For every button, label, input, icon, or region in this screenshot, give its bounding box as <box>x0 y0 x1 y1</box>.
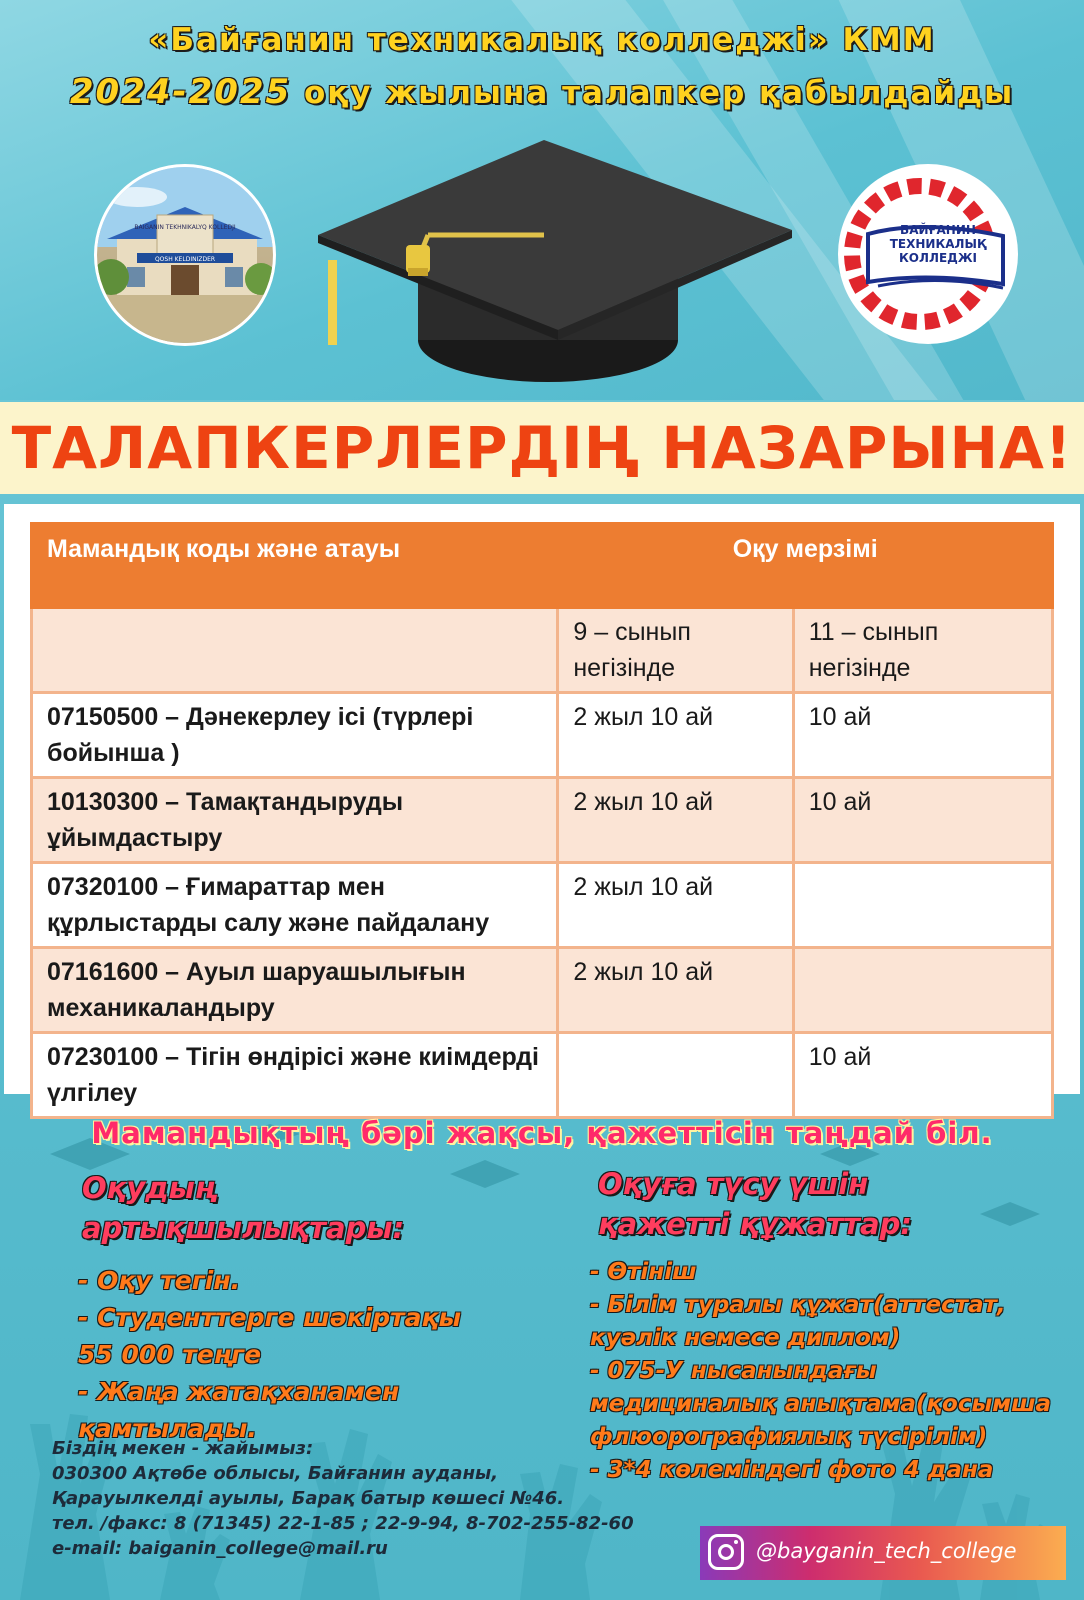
duration-grade9: 2 жыл 10 ай <box>558 778 793 863</box>
instagram-icon <box>708 1534 744 1570</box>
document-item: - 075-У нысанындағы медициналық анықтама(қосымша флюорографиялық түсірілім) <box>590 1358 1052 1450</box>
column-subheader-grade9: 9 – сынып негізінде <box>558 608 793 693</box>
table-cell <box>32 608 558 693</box>
contact-address <box>52 1436 692 1561</box>
advantages-title-line2: артықшылықтары: <box>82 1211 405 1245</box>
documents-title-line1: Оқуға түсу үшін <box>598 1167 869 1201</box>
duration-grade11: 10 ай <box>793 693 1052 778</box>
logo-line2: ТЕХНИКАЛЫҚ <box>889 237 987 251</box>
building-sign-text: QOSH KELDINIZDER <box>154 256 216 263</box>
gear-book-logo-icon <box>838 164 1018 344</box>
specialty-name: 07150500 – Дәнекерлеу ісі (түрлері бойынша ) <box>32 693 558 778</box>
advantages-title <box>82 1168 404 1248</box>
documents-title <box>598 1164 912 1244</box>
column-subheader-grade11: 11 – сынып негізінде <box>793 608 1052 693</box>
table-header-row <box>32 524 1053 608</box>
address-line: Қарауылкелді ауылы, Барақ батыр көшесі №46. <box>52 1488 565 1509</box>
advantages-list <box>78 1262 498 1447</box>
logo-line3: КОЛЛЕДЖІ <box>899 251 977 265</box>
specialties-table <box>30 522 1054 1119</box>
building-name-text: BAIGANIN TEKHNIKALYQ KOLLEDJI <box>134 224 236 231</box>
admission-title <box>0 72 1084 112</box>
table-row <box>32 948 1053 1033</box>
attention-banner <box>0 402 1084 494</box>
duration-grade9: 2 жыл 10 ай <box>558 948 793 1033</box>
table-subheader-row <box>32 608 1053 693</box>
college-logo <box>838 164 1018 344</box>
instagram-badge[interactable] <box>700 1526 1066 1580</box>
document-item: - Білім туралы құжат(аттестат, куәлік немесе диплом) <box>590 1292 1006 1351</box>
duration-grade11: 10 ай <box>793 1033 1052 1118</box>
phone-fax: тел. /факс: 8 (71345) 22-1-85 ; 22-9-94, 8-702-255-82-60 <box>52 1513 634 1534</box>
logo-line1: БАЙҒАНИН <box>900 223 976 237</box>
column-header-specialty: Мамандық коды және атауы <box>32 524 558 608</box>
specialty-name: 07230100 – Тігін өндірісі және киімдерді үлгілеу <box>32 1033 558 1118</box>
duration-grade11 <box>793 948 1052 1033</box>
documents-title-line2: қажетті құжаттар: <box>598 1207 912 1241</box>
poster-header-area <box>0 0 1084 400</box>
attention-banner-text: ТАЛАПКЕРЛЕРДІҢ НАЗАРЫНА! <box>11 414 1073 482</box>
admission-text: оқу жылына талапкер қабылдайды <box>291 75 1015 111</box>
duration-grade9: 2 жыл 10 ай <box>558 863 793 948</box>
address-line: 030300 Ақтөбе облысы, Байғанин ауданы, <box>52 1463 499 1484</box>
graduation-cap-icon <box>318 140 792 400</box>
academic-year: 2024-2025 <box>69 72 292 112</box>
slogan-text: Мамандықтың бәрі жақсы, қажеттісін таңдай біл. <box>91 1116 993 1150</box>
specialty-name: 07320100 – Ғимараттар мен құрлыстарды салу және пайдалану <box>32 863 558 948</box>
table-row <box>32 863 1053 948</box>
email-address[interactable]: e-mail: baiganin_college@mail.ru <box>52 1538 388 1559</box>
duration-grade11 <box>793 863 1052 948</box>
document-item: - Өтініш <box>590 1259 697 1285</box>
advantages-title-line1: Оқудың <box>82 1171 215 1205</box>
instagram-handle: @bayganin_tech_college <box>756 1539 1017 1563</box>
building-illustration <box>97 167 273 343</box>
advantage-item: - Жаңа жатақханамен қамтылады. <box>78 1377 400 1443</box>
specialty-name: 07161600 – Ауыл шаруашылығын механикаландыру <box>32 948 558 1033</box>
poster-bottom-area <box>0 1094 1084 1600</box>
college-title: «Байғанин техникалық колледжі» КММ <box>148 22 936 58</box>
college-building-photo <box>94 164 276 346</box>
specialties-table-panel <box>4 504 1080 1107</box>
table-row <box>32 693 1053 778</box>
address-heading: Біздің мекен - жайымыз: <box>52 1438 314 1459</box>
advantage-item: - Студенттерге шәкіртақы 55 000 теңге <box>78 1303 462 1369</box>
document-item: - 3*4 көлеміндегі фото 4 дана <box>590 1457 994 1483</box>
specialty-name: 10130300 – Тамақтандыруды ұйымдастыру <box>32 778 558 863</box>
table-row <box>32 778 1053 863</box>
column-header-duration: Оқу мерзімі <box>558 524 1053 608</box>
duration-grade11: 10 ай <box>793 778 1052 863</box>
advantage-item: - Оқу тегін. <box>78 1266 241 1295</box>
duration-grade9: 2 жыл 10 ай <box>558 693 793 778</box>
